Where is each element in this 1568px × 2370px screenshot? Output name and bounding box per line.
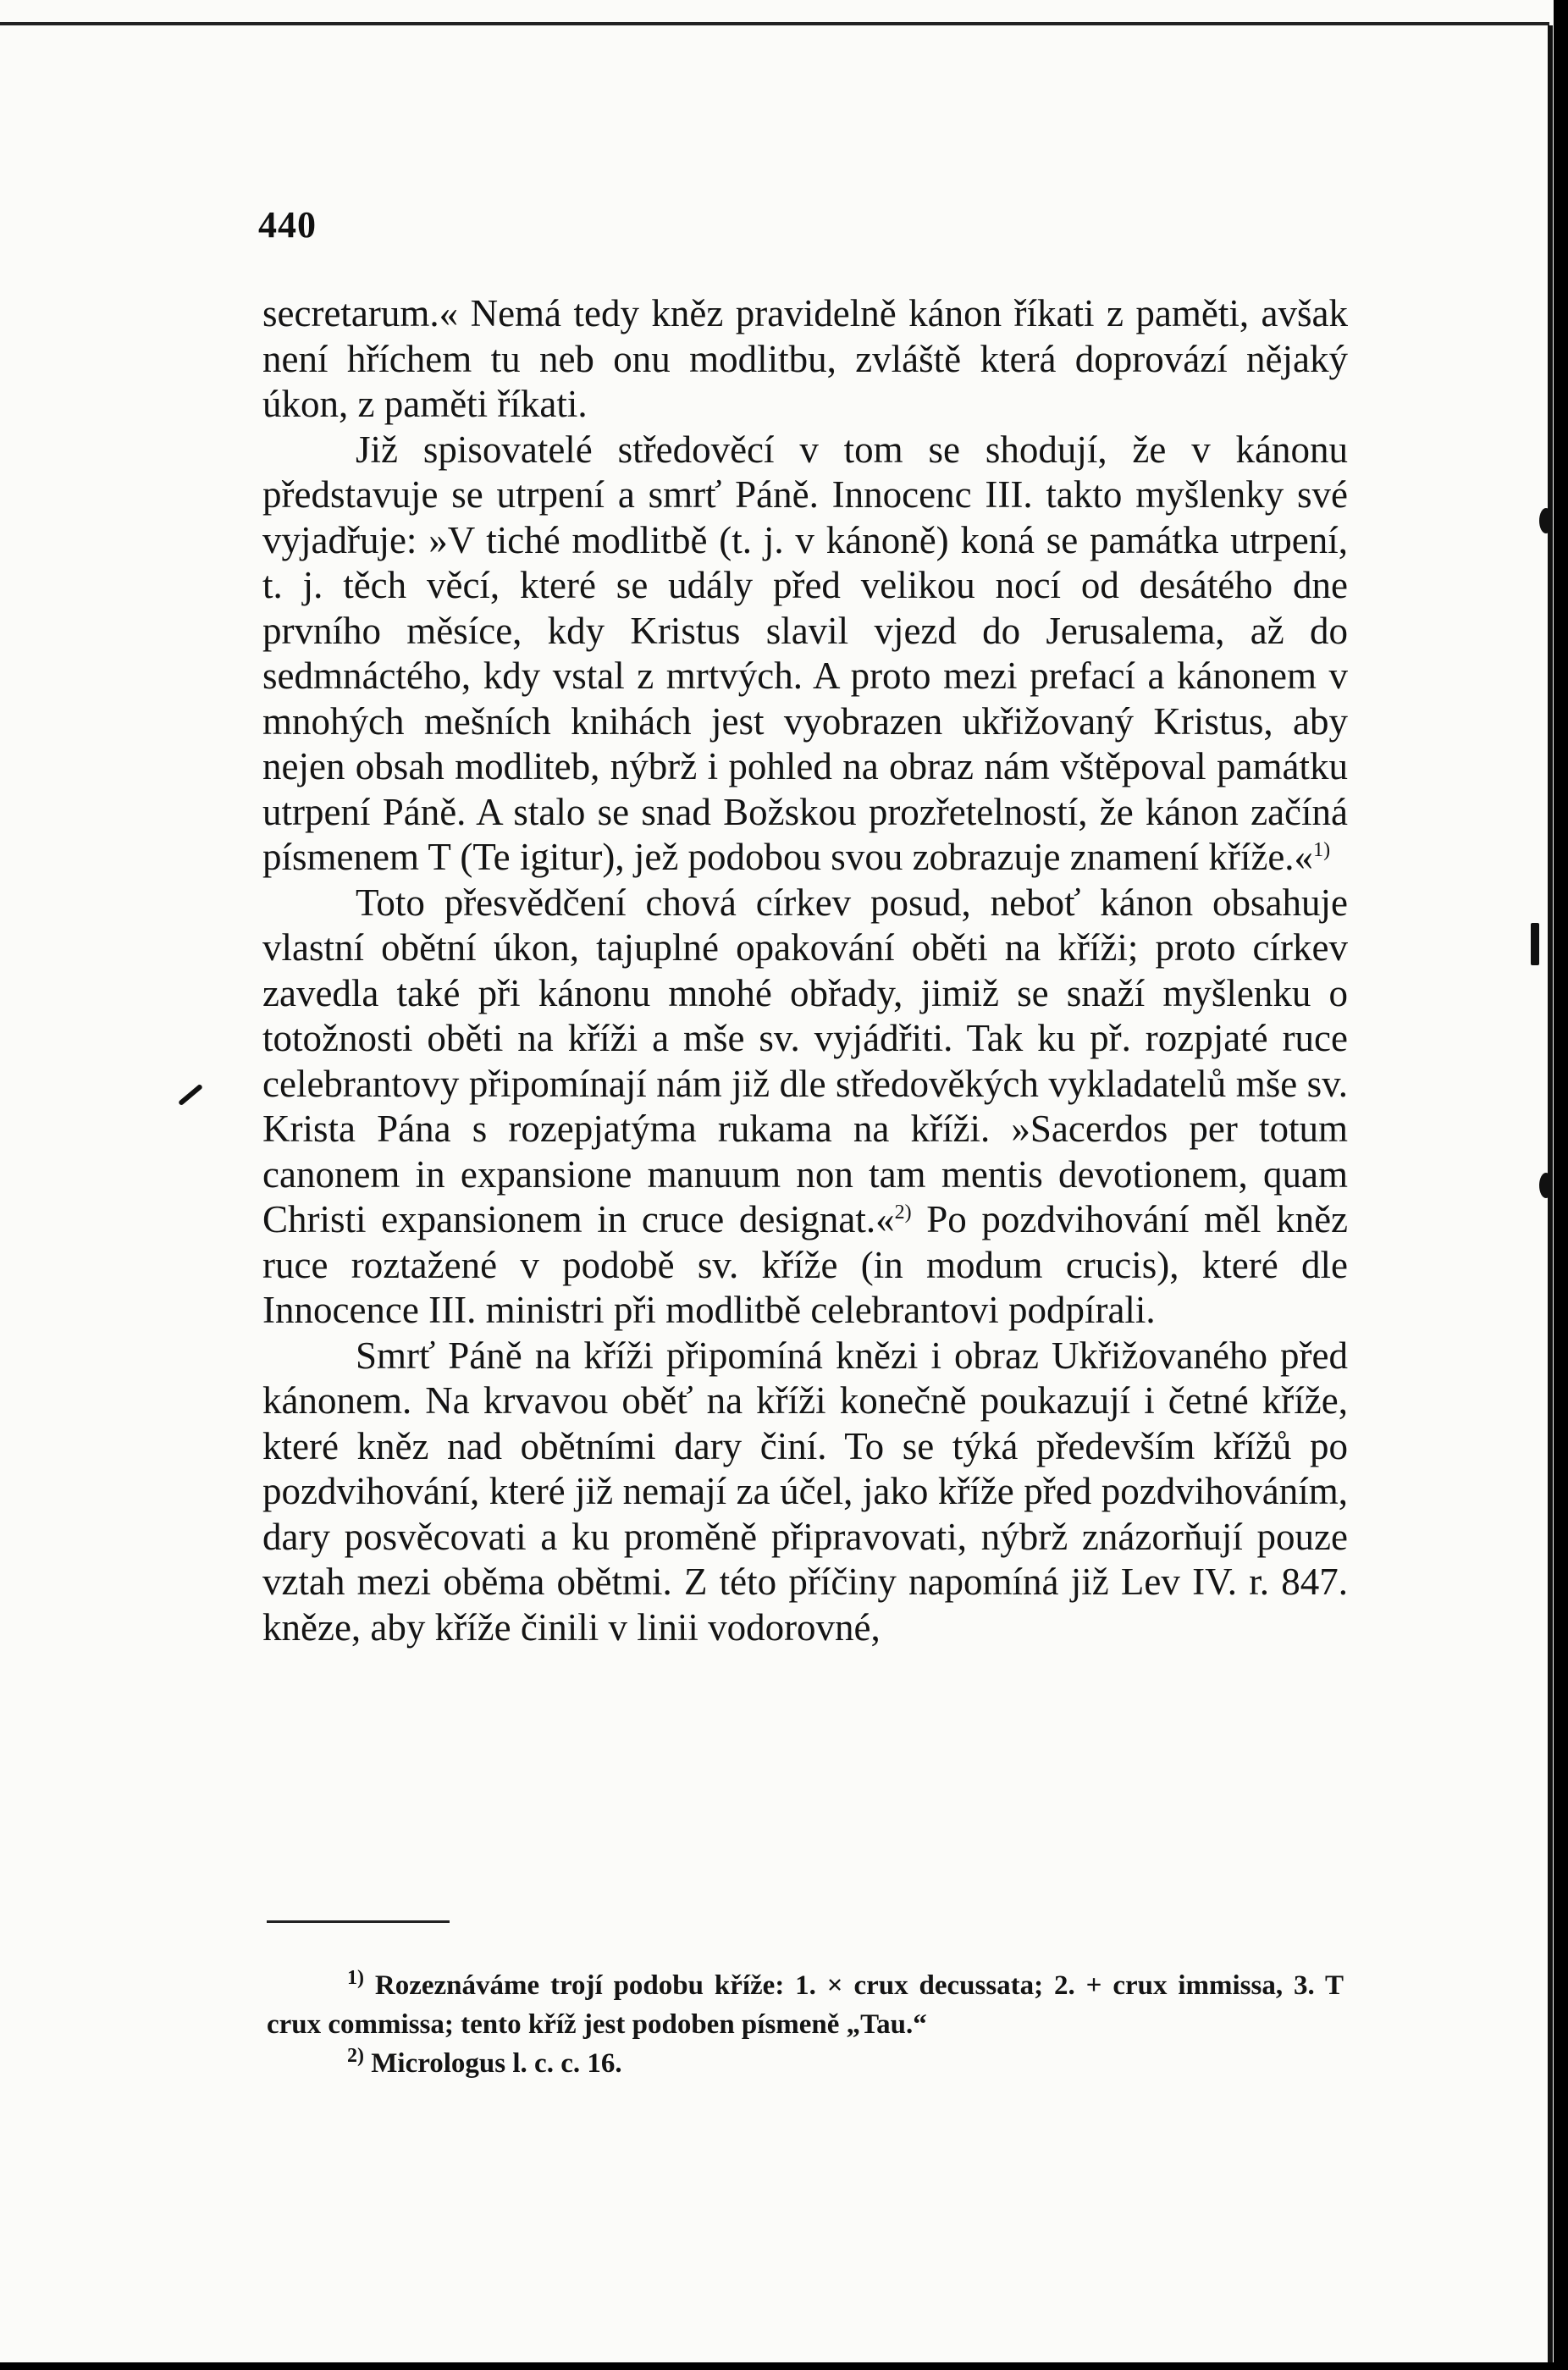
pencil-mark	[178, 1084, 203, 1106]
main-text	[262, 291, 1348, 1650]
margin-mark	[1539, 1173, 1553, 1198]
paragraph: Smrť Páně na kříži připomíná knězi i obraz Ukřižovaného před kánonem. Na krvavou oběť na kříži konečně poukazují i četné kříže, které kněz nad obětními dary činí. To se týká především křížů po pozdvihování, které již nemají za účel, jako kříže před pozdvihováním, dary posvěcovati a ku proměně připravovati, nýbrž znázorňují pouze vztah mezi oběma obětmi. Z této příčiny napomíná již Lev IV. r. 847. kněze, aby kříže činili v linii vodorovné,	[262, 1334, 1348, 1649]
paragraph	[262, 428, 1348, 881]
footnote	[267, 2044, 1344, 2083]
paragraph-text: Toto přesvědčení chová církev posud, neboť kánon obsahuje vlastní obětní úkon, tajuplné opakování oběti na kříži; proto církev zavedla také při kánonu mnohé obřady, jimiž se snaží myšlenku o totožnosti oběti na kříži a mše sv. vyjádřiti. Tak ku př. rozpjaté ruce celebrantovy připomínají nám již dle středověkých vykladatelů mše sv. Krista Pána s rozepjatýma rukama na kříži. »Sacerdos per totum canonem in expansione manuum non tam mentis devotionem, quam Christi expansionem in cruce designat.«	[262, 881, 1348, 1240]
footnotes	[267, 1966, 1344, 2083]
paragraph-text: Po pozdvihování měl kněz ruce roztažené v podobě sv. kříže (in modum crucis), které dle Innocence III. ministri při modlitbě celebrantovi podpírali.	[262, 1198, 1349, 1331]
footnote-text: Rozeznáváme trojí podobu kříže: 1. × crux decussata; 2. + crux immissa, 3. T crux commissa; tento kříž jest podoben písmeně „Tau.“	[267, 1970, 1344, 2040]
footnote	[267, 1966, 1344, 2044]
margin-mark	[1539, 508, 1553, 533]
footnote-marker: 1)	[347, 1967, 364, 1989]
paragraph: secretarum.« Nemá tedy kněz pravidelně kánon říkati z paměti, avšak není hříchem tu neb onu modlitbu, zvláště která doprovází nějaký úkon, z paměti říkati.	[262, 292, 1348, 425]
footnote-text: Micrologus l. c. c. 16.	[371, 2048, 622, 2079]
page-number: 440	[258, 204, 317, 246]
page-top-edge	[0, 22, 1549, 25]
footnote-ref: 2)	[894, 1202, 912, 1224]
footnote-ref: 1)	[1313, 839, 1331, 861]
footnote-divider	[267, 1920, 450, 1923]
paragraph	[262, 881, 1348, 1334]
footnote-marker: 2)	[347, 2045, 364, 2067]
paragraph-text: Již spisovatelé středověcí v tom se shodují, že v kánonu představuje se utrpení a smrť Páně. Innocenc III. takto myšlenky své vyjadřuje: »V tiché modlitbě (t. j. v kánoně) koná se památka utrpení, t. j. těch věcí, které se udály před velikou nocí od desátého dne prvního měsíce, kdy Kristus slavil vjezd do Jerusalema, až do sedmnáctého, kdy vstal z mrtvých. A proto mezi prefací a kánonem v mnohých mešních knihách jest vyobrazen ukřižovaný Kristus, aby nejen obsah modliteb, nýbrž i pohled na obraz nám vštěpoval památku utrpení Páně. A stalo se snad Božskou prozřetelností, že kánon začíná písmenem T (Te igitur), jež podobou svou zobrazuje znamení kříže.«	[262, 428, 1348, 878]
margin-mark	[1531, 923, 1539, 965]
